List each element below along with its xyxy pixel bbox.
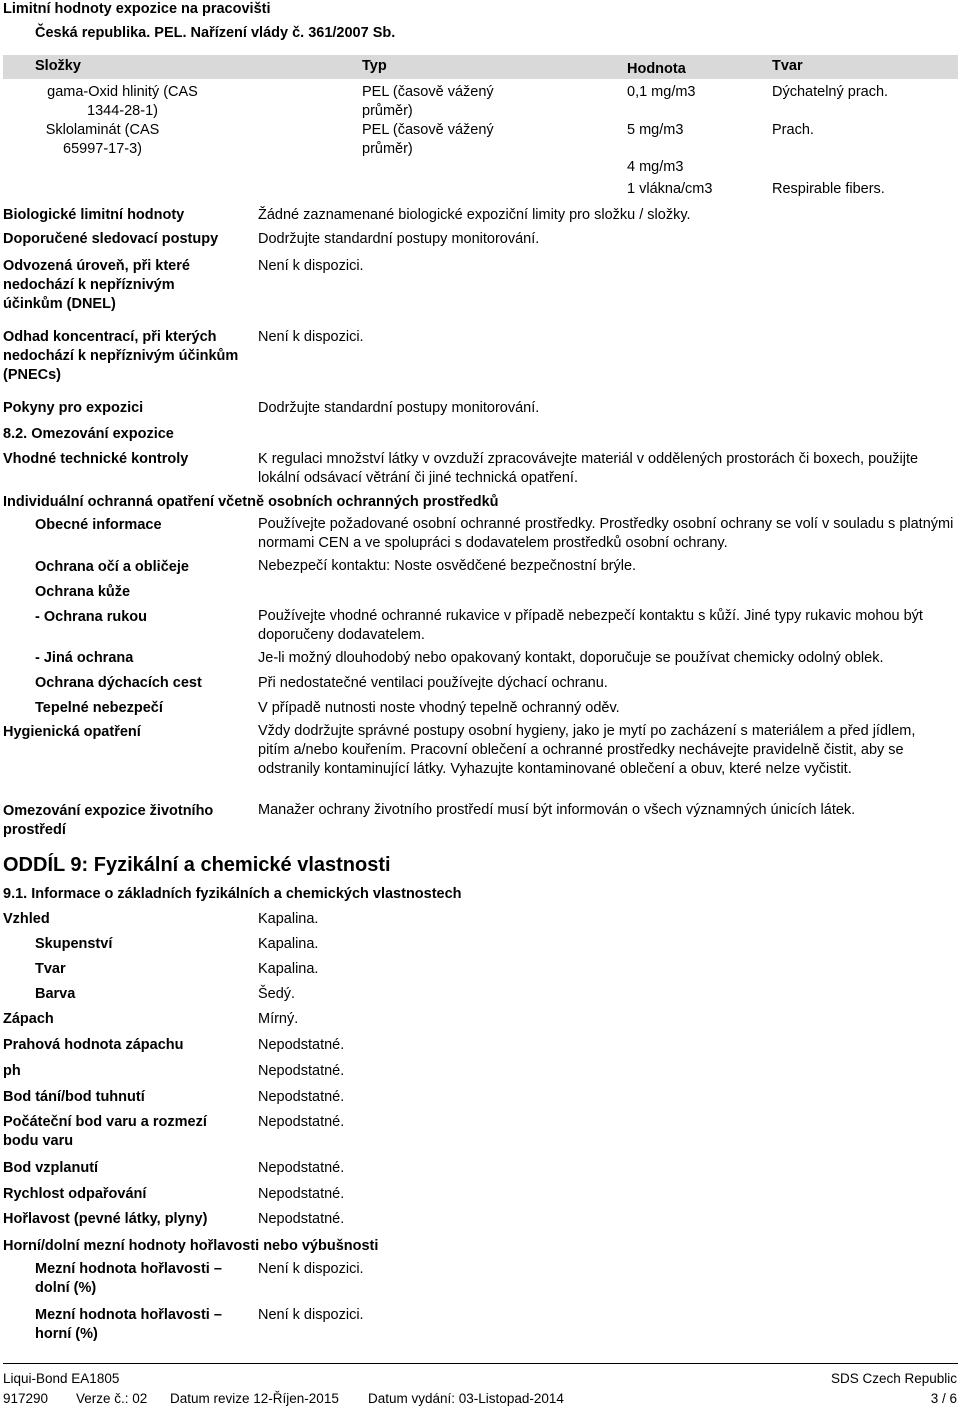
environmental-exposure-value: Manažer ochrany životního prostředí musí být informován o všech významných únicích látek. [258, 802, 856, 818]
column-header-value: Hodnota [627, 61, 686, 77]
ph-label: ph [3, 1063, 21, 1079]
column-header-components: Složky [35, 58, 81, 74]
bio-limits-value: Žádné zaznamenané biologické expoziční limity pro složku / složky. [258, 207, 691, 223]
ph-value: Nepodstatné. [258, 1063, 345, 1079]
exposure-guidance-label: Pokyny pro expozici [3, 400, 144, 416]
melting-point-value: Nepodstatné. [258, 1089, 345, 1105]
form-label: Tvar [35, 961, 66, 977]
pnec-value: Není k dispozici. [258, 329, 364, 345]
limit-value-4: 1 vlákna/cm3 [627, 181, 713, 197]
eye-protection-label: Ochrana očí a obličeje [35, 559, 189, 575]
limit-value-3: 4 mg/m3 [627, 159, 684, 175]
exposure-guidance-value: Dodržujte standardní postupy monitorování. [258, 400, 540, 416]
physical-state-value: Kapalina. [258, 936, 319, 952]
limit-value-2: 5 mg/m3 [627, 122, 684, 138]
lower-limit-value: Není k dispozici. [258, 1261, 364, 1277]
limit-form-1: Dýchatelný prach. [772, 84, 889, 100]
column-header-type: Typ [362, 58, 387, 74]
section-heading: Limitní hodnoty expozice na pracovišti [3, 1, 271, 17]
thermal-hazard-label: Tepelné nebezpečí [35, 700, 163, 716]
color-label: Barva [35, 986, 76, 1002]
limit-type-1: PEL (časově vážený průměr) [362, 84, 494, 119]
flash-point-label: Bod vzplanutí [3, 1160, 99, 1176]
bio-limits-label: Biologické limitní hodnoty [3, 207, 185, 223]
limit-form-4: Respirable fibers. [772, 181, 885, 197]
dnel-value: Není k dispozici. [258, 258, 364, 274]
odor-threshold-value: Nepodstatné. [258, 1037, 345, 1053]
regulation-title: Česká republika. PEL. Nařízení vlády č. 361/2007 Sb. [35, 25, 396, 41]
footer-version: Verze č.: 02 [76, 1391, 148, 1406]
hygiene-value: Vždy dodržujte správné postupy osobní hygieny, jako je mytí po zacházení s materiálem a před jídlem, pitím a/nebo kouřením. Pracovní oblečení a ochranné prostředky nechávejte pravidelně čistit, aby se odstranily kontaminující látky. Vyhazujte kontaminované oblečení a obuv, které nelze vyčistit. [258, 723, 916, 777]
flash-point-value: Nepodstatné. [258, 1160, 345, 1176]
thermal-hazard-value: V případě nutnosti noste vhodný tepelně ochranný oděv. [258, 700, 620, 716]
general-info-value: Používejte požadované osobní ochranné prostředky. Prostředky osobní ochrany se volí v souladu s platnými normami CEN a ve spolupráci s dodavatelem prostředků osobní ochrany. [258, 516, 954, 551]
footer-document-type: SDS Czech Republic [830, 1371, 957, 1386]
lower-limit-label: Mezní hodnota hořlavosti – dolní (%) [35, 1261, 222, 1296]
boiling-point-label: Počáteční bod varu a rozmezí bodu varu [3, 1114, 207, 1149]
limit-form-2: Prach. [772, 122, 814, 138]
appearance-value: Kapalina. [258, 911, 319, 927]
flammability-label: Hořlavost (pevné látky, plyny) [3, 1211, 208, 1227]
upper-limit-value: Není k dispozici. [258, 1307, 364, 1323]
hygiene-label: Hygienická opatření [3, 724, 141, 740]
hand-protection-label: - Ochrana rukou [35, 609, 147, 625]
component-fiberglass: Sklolaminát (CAS 65997-17-3) [45, 122, 160, 157]
footer-divider [3, 1363, 958, 1364]
pnec-label: Odhad koncentrací, při kterých nedochází k nepříznivým účinkům (PNECs) [3, 329, 239, 383]
physical-state-label: Skupenství [35, 936, 113, 952]
color-value: Šedý. [258, 986, 296, 1002]
section-9-title: ODDÍL 9: Fyzikální a chemické vlastnosti [3, 854, 391, 876]
ppe-heading: Individuální ochranná opatření včetně osobních ochranných prostředků [3, 494, 499, 510]
monitoring-label: Doporučené sledovací postupy [3, 231, 219, 247]
evaporation-rate-value: Nepodstatné. [258, 1186, 345, 1202]
footer-revision-date: Datum revize 12-Říjen-2015 [170, 1391, 339, 1406]
section-9-1-subtitle: 9.1. Informace o základních fyzikálních a chemických vlastnostech [3, 886, 462, 902]
flammability-limits-heading: Horní/dolní mezní hodnoty hořlavosti nebo výbušnosti [3, 1238, 379, 1254]
flammability-value: Nepodstatné. [258, 1211, 345, 1227]
melting-point-label: Bod tání/bod tuhnutí [3, 1089, 145, 1105]
form-value: Kapalina. [258, 961, 319, 977]
engineering-controls-label: Vhodné technické kontroly [3, 451, 189, 467]
hand-protection-value: Používejte vhodné ochranné rukavice v případě nebezpečí kontaktu s kůží. Jiné typy rukavic mohou být doporučeny dodavatelem. [258, 608, 923, 643]
eye-protection-value: Nebezpečí kontaktu: Noste osvědčené bezpečnostní brýle. [258, 558, 637, 574]
footer-product-name: Liqui-Bond EA1805 [3, 1371, 120, 1386]
footer-issue-date: Datum vydání: 03-Listopad-2014 [368, 1391, 564, 1406]
monitoring-value: Dodržujte standardní postupy monitorování. [258, 231, 540, 247]
odor-threshold-label: Prahová hodnota zápachu [3, 1037, 184, 1053]
evaporation-rate-label: Rychlost odpařování [3, 1186, 147, 1202]
dnel-label: Odvozená úroveň, při které nedochází k nepříznivým účinkům (DNEL) [3, 258, 190, 312]
limit-value-1: 0,1 mg/m3 [627, 84, 696, 100]
odor-label: Zápach [3, 1011, 54, 1027]
table-header-row [3, 55, 958, 79]
skin-protection-label: Ochrana kůže [35, 584, 131, 600]
other-protection-label: - Jiná ochrana [35, 650, 134, 666]
appearance-label: Vzhled [3, 911, 50, 927]
component-alumina: gama-Oxid hlinitý (CAS 1344-28-1) [47, 84, 198, 119]
section-8-2-heading: 8.2. Omezování expozice [3, 426, 174, 442]
engineering-controls-value: K regulaci množství látky v ovzduží zpracovávejte materiál v oddělených prostorách či boxech, použijte lokální odsávací větrání či jiné technická opatření. [258, 451, 919, 486]
respiratory-protection-label: Ochrana dýchacích cest [35, 675, 202, 691]
odor-value: Mírný. [258, 1011, 299, 1027]
limit-type-2: PEL (časově vážený průměr) [362, 122, 494, 157]
general-info-label: Obecné informace [35, 517, 162, 533]
footer-document-number: 917290 [3, 1391, 49, 1406]
boiling-point-value: Nepodstatné. [258, 1114, 345, 1130]
environmental-exposure-label: Omezování expozice životního prostředí [3, 803, 214, 838]
footer-page-number: 3 / 6 [930, 1391, 957, 1406]
upper-limit-label: Mezní hodnota hořlavosti – horní (%) [35, 1307, 222, 1342]
column-header-form: Tvar [772, 58, 803, 74]
other-protection-value: Je-li možný dlouhodobý nebo opakovaný kontakt, doporučuje se používat chemicky odolný oblek. [258, 650, 884, 666]
respiratory-protection-value: Při nedostatečné ventilaci používejte dýchací ochranu. [258, 675, 608, 691]
